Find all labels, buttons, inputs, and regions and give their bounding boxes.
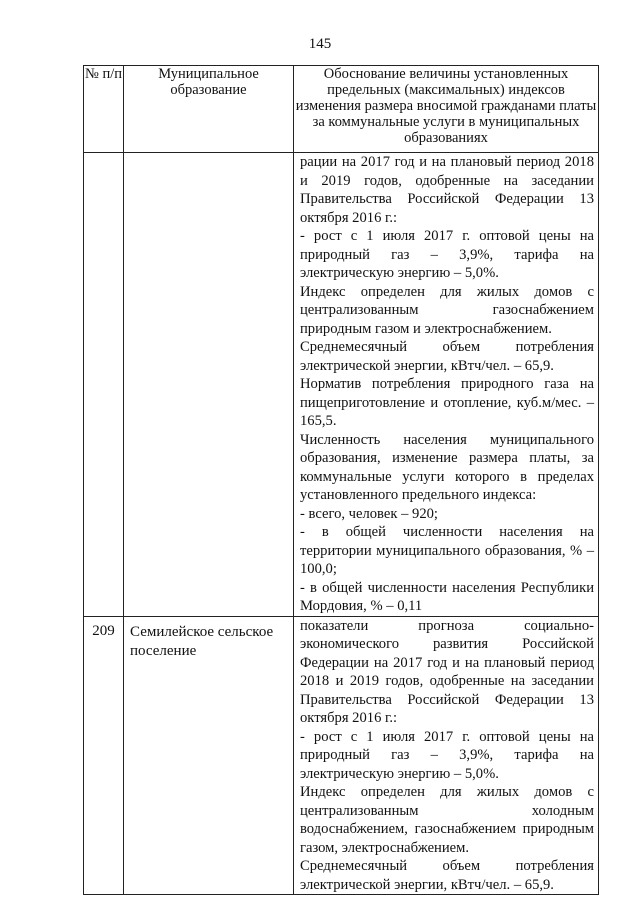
- justification-paragraph: - рост с 1 июля 2017 г. оптовой цены на природный газ – 3,9%, тарифа на электрическую энергию – 5,0%.: [300, 228, 594, 281]
- header-municipality: Муниципальное образование: [124, 66, 294, 153]
- tariff-index-table: [83, 65, 599, 895]
- row-number: 209: [84, 616, 124, 895]
- table-row: [84, 153, 599, 617]
- justification-paragraph: - в общей численности населения на территории муниципального образования, % – 100,0;: [300, 524, 594, 577]
- table-row: [84, 616, 599, 895]
- page-number: 145: [308, 36, 332, 52]
- justification-paragraph: - в общей численности населения Республики Мордовия, % – 0,11: [300, 579, 594, 614]
- header-justification: Обоснование величины установленных предельных (максимальных) индексов изменения размера вносимой гражданами платы за коммунальные услуги в муниципальных образованиях: [294, 66, 599, 153]
- row-municipality: Семилейское сельское поселение: [124, 616, 294, 895]
- justification-paragraph: Среднемесячный объем потребления электрической энергии, кВтч/чел. – 65,9.: [300, 858, 594, 893]
- justification-paragraph: - всего, человек – 920;: [300, 505, 438, 522]
- table-header-row: [84, 66, 599, 153]
- row-justification: [294, 153, 599, 617]
- justification-paragraph: Норматив потребления природного газа на пищеприготовление и отопление, куб.м/мес. – 165,5.: [300, 376, 594, 429]
- row-number: [84, 153, 124, 617]
- row-justification: [294, 616, 599, 895]
- justification-paragraph: Индекс определен для жилых домов с централизованным холодным водоснабжением, газоснабжением природным газом, электроснабжением.: [300, 784, 594, 856]
- justification-paragraph: Численность населения муниципального образования, изменение размера платы, за коммунальные услуги которого в пределах установленного предельного индекса:: [300, 431, 594, 503]
- justification-paragraph: показатели прогноза социально-экономического развития Российской Федерации на 2017 год и на плановый период 2018 и 2019 годов, одобренные на заседании Правительства Российской Федерации 13 октября 2016 г.:: [300, 617, 594, 726]
- justification-paragraph: Среднемесячный объем потребления электрической энергии, кВтч/чел. – 65,9.: [300, 339, 594, 374]
- header-number: № п/п: [84, 66, 124, 153]
- justification-paragraph: - рост с 1 июля 2017 г. оптовой цены на природный газ – 3,9%, тарифа на электрическую энергию – 5,0%.: [300, 728, 594, 782]
- justification-paragraph: рации на 2017 год и на плановый период 2018 и 2019 годов, одобренные на заседании Правительства Российской Федерации 13 октября 2016 г.:: [300, 154, 594, 226]
- row-municipality: [124, 153, 294, 617]
- justification-paragraph: Индекс определен для жилых домов с централизованным газоснабжением природным газом и электроснабжением.: [300, 283, 594, 337]
